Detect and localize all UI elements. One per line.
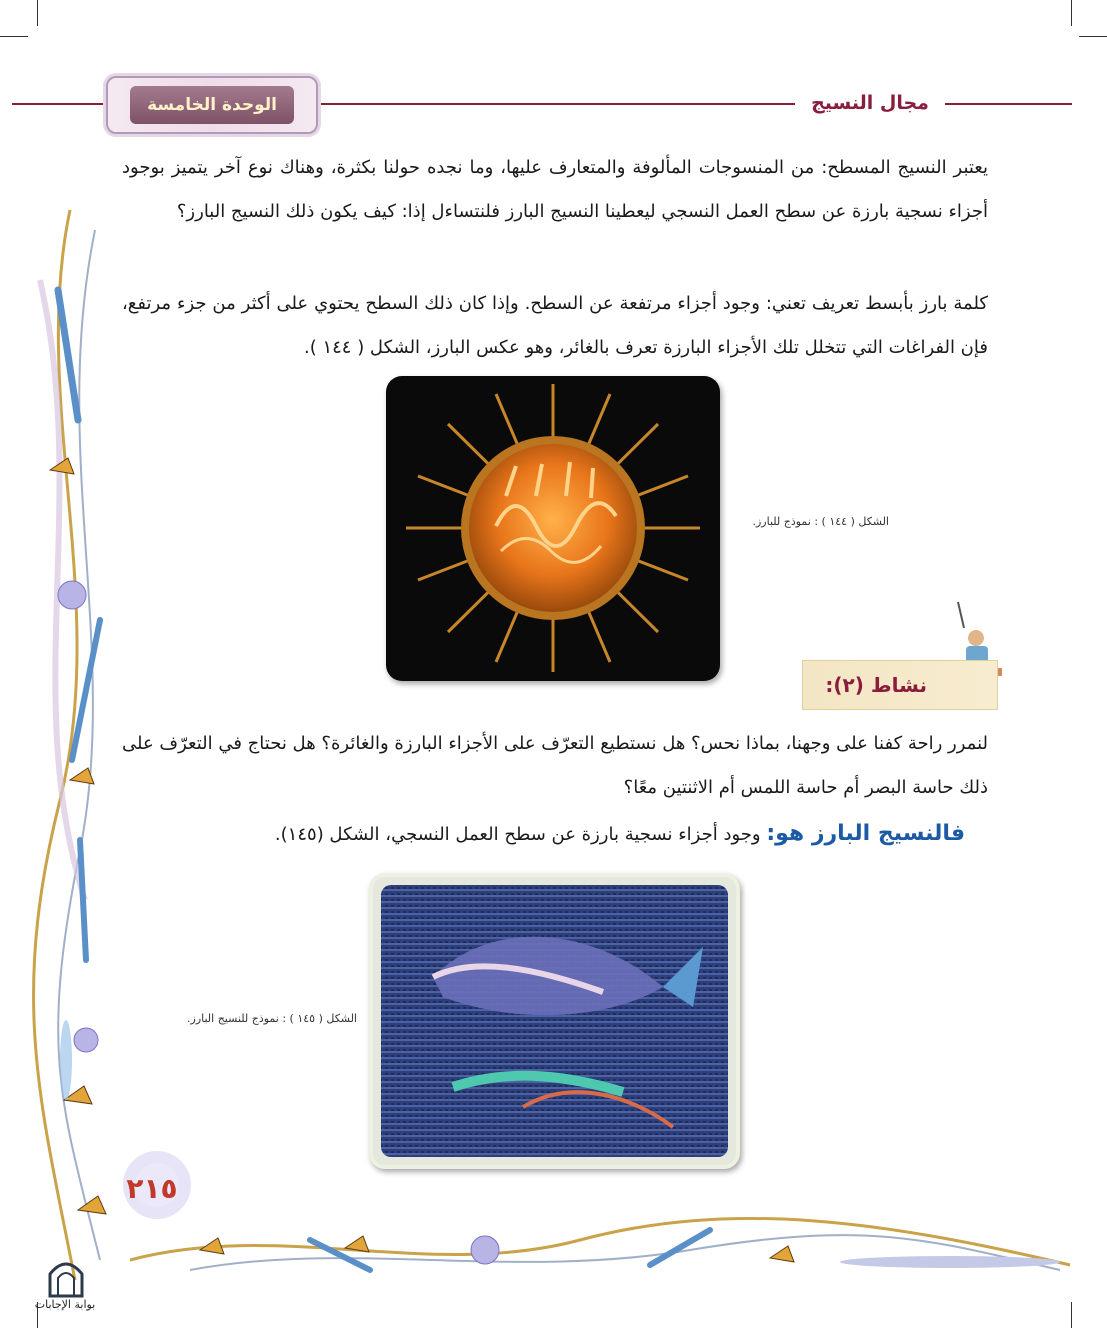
crop-mark xyxy=(1079,36,1107,37)
figure-145-photo xyxy=(369,873,740,1169)
figure-145-caption: الشكل ( ١٤٥ ) : نموذج للنسيج البارز. xyxy=(187,1012,357,1025)
definition-text: وجود أجزاء نسجية بارزة عن سطح العمل النسجي، الشكل (١٤٥). xyxy=(274,824,761,845)
crop-mark xyxy=(1071,0,1072,26)
header-rule-left xyxy=(12,103,108,105)
answers-portal-logo-icon xyxy=(44,1254,88,1298)
figure-144-caption: الشكل ( ١٤٤ ) : نموذج للبارز. xyxy=(752,515,889,528)
definition-paragraph: كلمة بارز بأبسط تعريف تعني: وجود أجزاء مرتفعة عن السطح. وإذا كان ذلك السطح يحتوي على أكثر من جزء مرتفع، فإن الفراغات التي تتخلل تلك الأجزاء البارزة تعرف بالغائر، وهو عكس البارز، الشكل ( ١٤٤ ). xyxy=(122,293,988,358)
unit-banner xyxy=(106,76,318,134)
crop-mark xyxy=(37,0,38,26)
definition-term: فالنسيج البارز هو: xyxy=(766,821,965,846)
decorative-border xyxy=(0,200,140,1300)
activity-title: نشاط (٢): xyxy=(802,660,998,710)
decorative-bottom-border xyxy=(130,1210,1075,1290)
crop-mark xyxy=(0,36,28,37)
definition-statement xyxy=(150,814,965,855)
figure-144-photo xyxy=(386,376,720,681)
crop-mark xyxy=(1071,1302,1072,1328)
unit-label: الوحدة الخامسة xyxy=(130,86,294,124)
intro-paragraph: يعتبر النسيج المسطح: من المنسوجات المألوفة والمتعارف عليها، وما نجده حولنا بكثرة، وهناك نوع آخر يتميز بوجود أجزاء نسجية بارزة عن سطح العمل النسجي ليعطينا النسيج البارز فلنتساءل إذا: كيف يكون ذلك النسيج البارز؟ xyxy=(122,157,988,222)
header-rule-right xyxy=(312,103,1072,105)
embroidered-sun-image xyxy=(386,376,720,681)
page-number: ٢١٥ xyxy=(126,1171,178,1205)
field-title: مجال النسيج xyxy=(795,88,945,118)
activity-text: لنمرر راحة كفنا على وجهنا، بماذا نحس؟ هل نستطيع التعرّف على الأجزاء البارزة والغائرة؟ هل نحتاج في التعرّف على ذلك حاسة البصر أم حاسة اللمس أم الاثنتين معًا؟ xyxy=(122,733,988,798)
answers-portal-label: بوابة الإجابات xyxy=(34,1298,96,1311)
woven-fish-image xyxy=(373,877,736,1165)
